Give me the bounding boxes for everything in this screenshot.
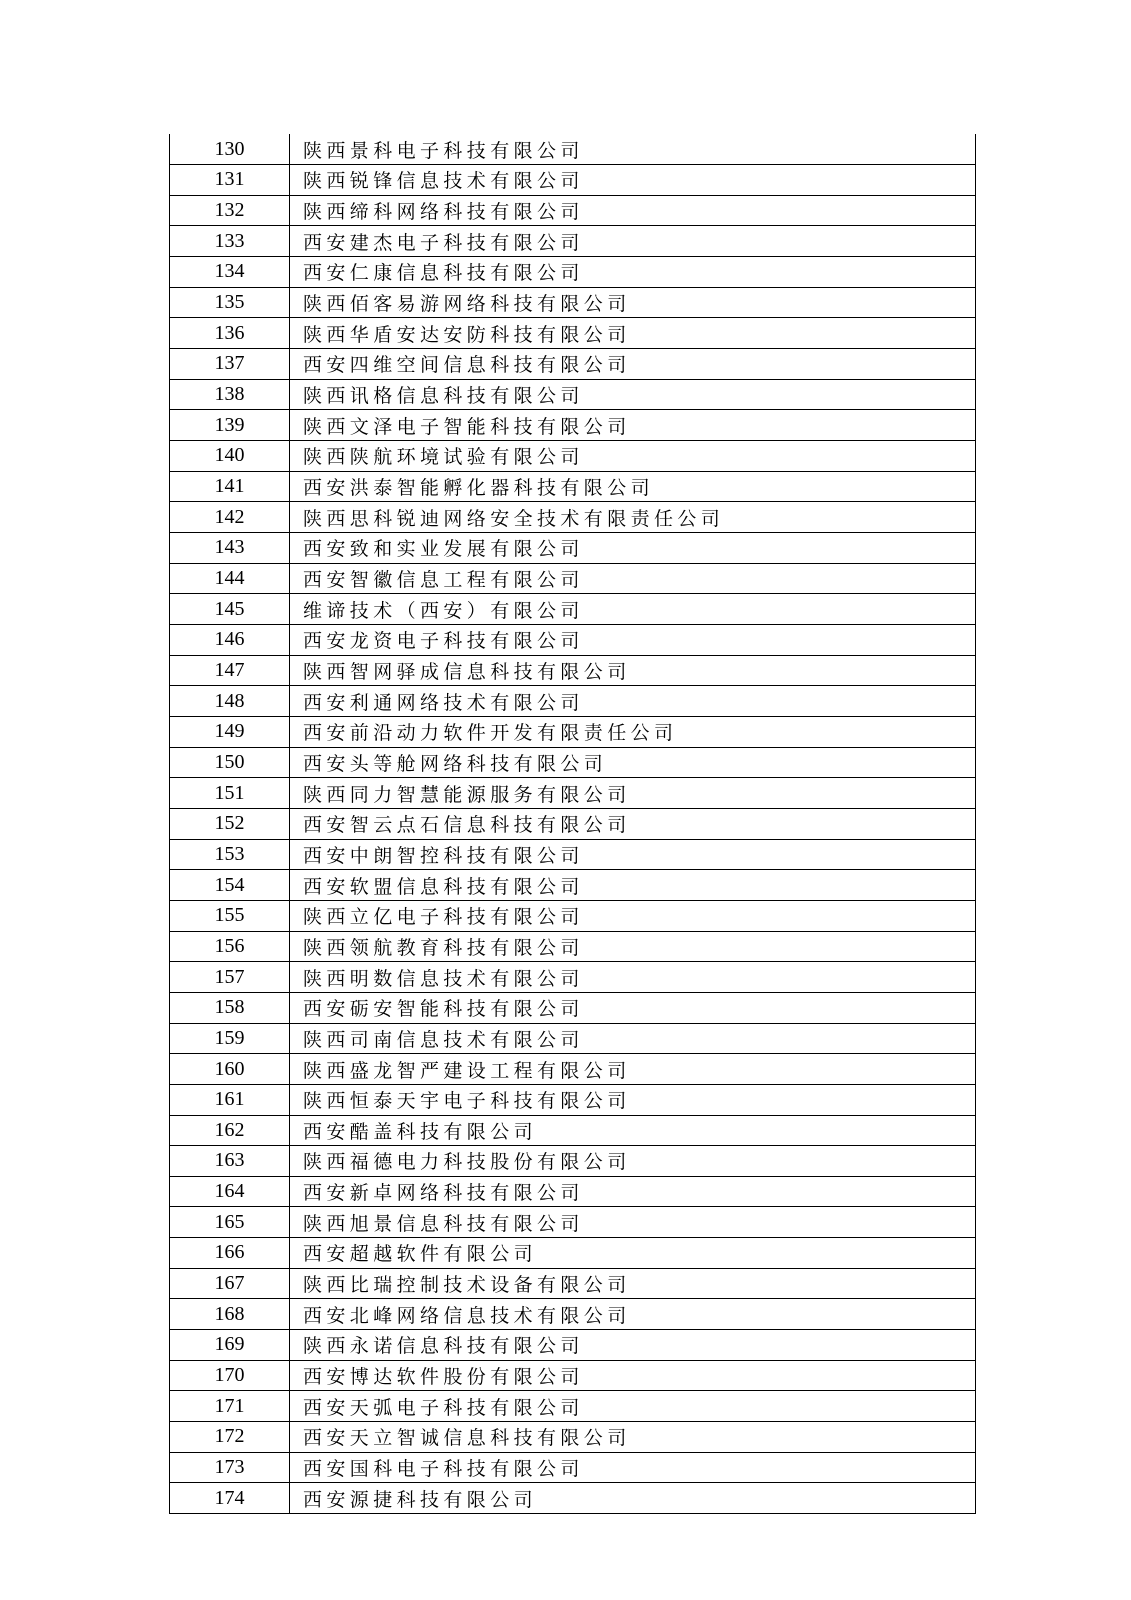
company-name: 西安北峰网络信息技术有限公司 [290,1299,976,1330]
company-name: 西安天立智诚信息科技有限公司 [290,1422,976,1453]
company-name: 陕西旭景信息科技有限公司 [290,1207,976,1238]
row-number: 140 [170,441,290,472]
row-number: 146 [170,625,290,656]
table-row [170,533,976,564]
table-row [170,778,976,809]
table-row [170,1391,976,1422]
company-name: 陕西领航教育科技有限公司 [290,931,976,962]
row-number: 131 [170,165,290,196]
company-name: 陕西明数信息技术有限公司 [290,962,976,993]
company-name: 陕西恒泰天宇电子科技有限公司 [290,1084,976,1115]
row-number: 170 [170,1360,290,1391]
table-row [170,1176,976,1207]
row-number: 164 [170,1176,290,1207]
company-name: 西安新卓网络科技有限公司 [290,1176,976,1207]
company-name: 西安仁康信息科技有限公司 [290,257,976,288]
row-number: 152 [170,808,290,839]
company-name: 陕西讯格信息科技有限公司 [290,379,976,410]
company-name: 西安砺安智能科技有限公司 [290,992,976,1023]
table-row [170,287,976,318]
table-row [170,747,976,778]
row-number: 137 [170,349,290,380]
company-name: 陕西同力智慧能源服务有限公司 [290,778,976,809]
company-name: 西安致和实业发展有限公司 [290,533,976,564]
company-name: 西安源捷科技有限公司 [290,1483,976,1514]
company-name: 西安软盟信息科技有限公司 [290,870,976,901]
company-name: 西安前沿动力软件开发有限责任公司 [290,716,976,747]
table-row [170,502,976,533]
company-name: 西安四维空间信息科技有限公司 [290,349,976,380]
table-row [170,257,976,288]
company-name: 西安酷盖科技有限公司 [290,1115,976,1146]
table-row [170,195,976,226]
table-row [170,379,976,410]
row-number: 156 [170,931,290,962]
company-name: 陕西陕航环境试验有限公司 [290,441,976,472]
table-row [170,441,976,472]
table-row [170,686,976,717]
row-number: 132 [170,195,290,226]
table-row [170,165,976,196]
table-row [170,1238,976,1269]
table-row [170,1452,976,1483]
row-number: 171 [170,1391,290,1422]
table-row [170,410,976,441]
table-row [170,349,976,380]
table-row [170,1054,976,1085]
company-name: 西安天弧电子科技有限公司 [290,1391,976,1422]
row-number: 138 [170,379,290,410]
company-name: 西安智云点石信息科技有限公司 [290,808,976,839]
table-row [170,1483,976,1514]
row-number: 165 [170,1207,290,1238]
company-name: 陕西锐锋信息技术有限公司 [290,165,976,196]
company-name: 陕西盛龙智严建设工程有限公司 [290,1054,976,1085]
company-name: 陕西文泽电子智能科技有限公司 [290,410,976,441]
row-number: 169 [170,1330,290,1361]
company-name: 陕西思科锐迪网络安全技术有限责任公司 [290,502,976,533]
row-number: 161 [170,1084,290,1115]
row-number: 142 [170,502,290,533]
row-number: 135 [170,287,290,318]
row-number: 145 [170,594,290,625]
table-row [170,931,976,962]
row-number: 159 [170,1023,290,1054]
row-number: 130 [170,134,290,165]
row-number: 143 [170,533,290,564]
table-row [170,992,976,1023]
company-name: 西安利通网络技术有限公司 [290,686,976,717]
company-name: 西安洪泰智能孵化器科技有限公司 [290,471,976,502]
table-row [170,1023,976,1054]
company-name: 西安中朗智控科技有限公司 [290,839,976,870]
row-number: 158 [170,992,290,1023]
table-row [170,594,976,625]
row-number: 136 [170,318,290,349]
row-number: 147 [170,655,290,686]
row-number: 167 [170,1268,290,1299]
row-number: 154 [170,870,290,901]
table-row [170,655,976,686]
table-row [170,900,976,931]
company-list-table [169,134,976,1514]
company-name: 陕西华盾安达安防科技有限公司 [290,318,976,349]
table-row [170,1299,976,1330]
row-number: 162 [170,1115,290,1146]
table-row [170,839,976,870]
table-row [170,1207,976,1238]
table-row [170,625,976,656]
row-number: 148 [170,686,290,717]
table-row [170,870,976,901]
company-name: 西安国科电子科技有限公司 [290,1452,976,1483]
row-number: 160 [170,1054,290,1085]
company-name: 陕西立亿电子科技有限公司 [290,900,976,931]
row-number: 150 [170,747,290,778]
row-number: 155 [170,900,290,931]
table-row [170,563,976,594]
company-list-body [170,134,976,1514]
table-row [170,471,976,502]
company-name: 西安博达软件股份有限公司 [290,1360,976,1391]
table-row [170,1115,976,1146]
row-number: 144 [170,563,290,594]
company-name: 陕西智网驿成信息科技有限公司 [290,655,976,686]
company-name: 陕西缔科网络科技有限公司 [290,195,976,226]
company-name: 西安超越软件有限公司 [290,1238,976,1269]
company-name: 陕西永诺信息科技有限公司 [290,1330,976,1361]
row-number: 166 [170,1238,290,1269]
table-row [170,808,976,839]
company-name: 西安建杰电子科技有限公司 [290,226,976,257]
row-number: 174 [170,1483,290,1514]
company-name: 维谛技术（西安）有限公司 [290,594,976,625]
table-row [170,134,976,165]
row-number: 168 [170,1299,290,1330]
row-number: 163 [170,1146,290,1177]
company-name: 陕西比瑞控制技术设备有限公司 [290,1268,976,1299]
row-number: 151 [170,778,290,809]
table-row [170,1084,976,1115]
row-number: 153 [170,839,290,870]
table-row [170,226,976,257]
company-name: 陕西佰客易游网络科技有限公司 [290,287,976,318]
table-row [170,1330,976,1361]
row-number: 134 [170,257,290,288]
row-number: 149 [170,716,290,747]
company-name: 西安智徽信息工程有限公司 [290,563,976,594]
row-number: 141 [170,471,290,502]
row-number: 157 [170,962,290,993]
company-name: 西安龙资电子科技有限公司 [290,625,976,656]
company-name: 陕西司南信息技术有限公司 [290,1023,976,1054]
company-name: 陕西景科电子科技有限公司 [290,134,976,165]
table-row [170,1146,976,1177]
table-row [170,1422,976,1453]
table-row [170,1360,976,1391]
row-number: 133 [170,226,290,257]
table-row [170,962,976,993]
company-name: 西安头等舱网络科技有限公司 [290,747,976,778]
row-number: 173 [170,1452,290,1483]
table-row [170,318,976,349]
row-number: 172 [170,1422,290,1453]
row-number: 139 [170,410,290,441]
company-name: 陕西福德电力科技股份有限公司 [290,1146,976,1177]
table-row [170,1268,976,1299]
table-row [170,716,976,747]
